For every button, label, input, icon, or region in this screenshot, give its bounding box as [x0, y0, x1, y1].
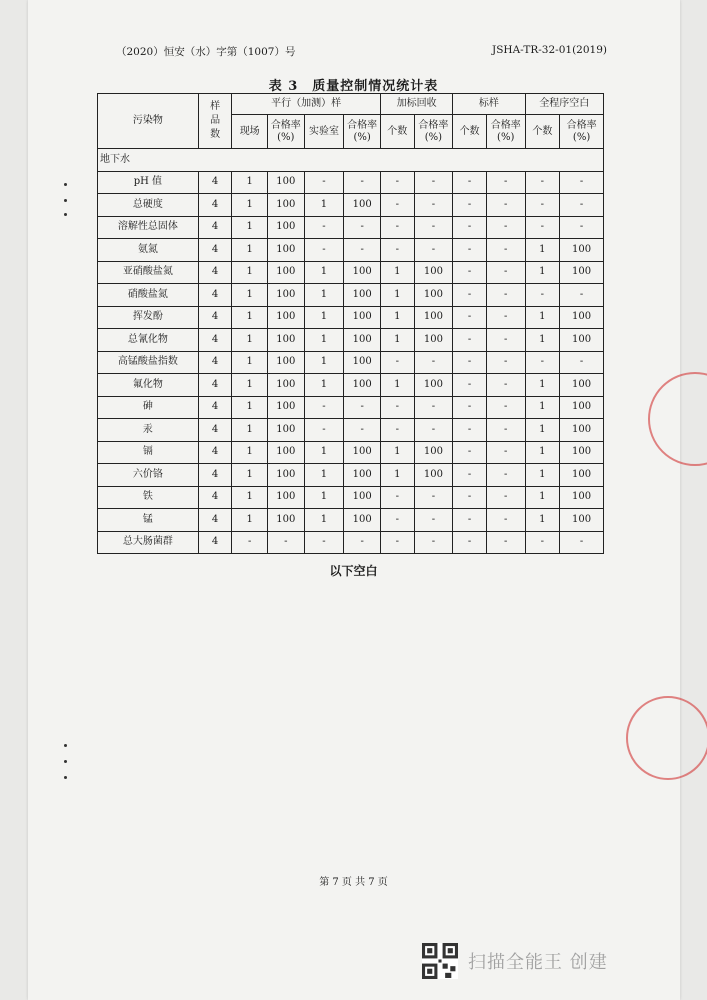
value-cell: 1	[304, 441, 344, 464]
value-cell: 4	[198, 306, 232, 329]
value-cell: 100	[414, 261, 453, 284]
value-cell: -	[380, 486, 414, 509]
pollutant-name-cell: 氟化物	[98, 374, 199, 397]
value-cell: 100	[268, 194, 305, 217]
category-label: 地下水	[98, 149, 604, 172]
value-cell: -	[304, 239, 344, 262]
subheader-field: 现场	[232, 115, 268, 149]
value-cell: 100	[268, 419, 305, 442]
value-cell: 1	[304, 351, 344, 374]
pollutant-name-cell: pH 值	[98, 171, 199, 194]
subheader-count: 个数	[380, 115, 414, 149]
value-cell: 1	[525, 261, 560, 284]
value-cell: 1	[232, 261, 268, 284]
table-title: 表 3 质量控制情况统计表	[268, 79, 439, 94]
pollutant-name-cell: 挥发酚	[98, 306, 199, 329]
table-row	[98, 396, 604, 419]
value-cell: -	[453, 509, 487, 532]
subheader-pass-rate: 合格率 (%)	[486, 115, 525, 149]
table-row	[98, 216, 604, 239]
value-cell: 100	[344, 194, 381, 217]
header-standard-sample: 标样	[453, 94, 525, 115]
value-cell: 1	[304, 509, 344, 532]
value-cell: -	[486, 171, 525, 194]
value-cell: -	[453, 194, 487, 217]
value-cell: -	[414, 486, 453, 509]
value-cell: 100	[560, 419, 604, 442]
value-cell: -	[453, 419, 487, 442]
value-cell: 1	[380, 374, 414, 397]
value-cell: 1	[232, 284, 268, 307]
value-cell: 1	[232, 374, 268, 397]
table-row	[98, 486, 604, 509]
value-cell: -	[304, 396, 344, 419]
end-note: 以下空白	[329, 564, 378, 578]
value-cell: -	[453, 306, 487, 329]
doc-number: （2020）恒安（水）字第（1007）号	[116, 46, 296, 58]
value-cell: 1	[525, 486, 560, 509]
value-cell: 4	[198, 441, 232, 464]
value-cell: -	[453, 239, 487, 262]
subheader-count: 个数	[453, 115, 487, 149]
value-cell: -	[380, 531, 414, 554]
value-cell: 100	[414, 306, 453, 329]
value-cell: 100	[344, 374, 381, 397]
value-cell: -	[414, 171, 453, 194]
value-cell: 100	[344, 509, 381, 532]
pollutant-name-cell: 亚硝酸盐氮	[98, 261, 199, 284]
value-cell: 1	[304, 374, 344, 397]
value-cell: -	[486, 419, 525, 442]
value-cell: -	[414, 396, 453, 419]
value-cell: 4	[198, 374, 232, 397]
value-cell: -	[304, 531, 344, 554]
value-cell: 100	[560, 306, 604, 329]
value-cell: 1	[304, 194, 344, 217]
value-cell: -	[486, 329, 525, 352]
value-cell: 100	[344, 441, 381, 464]
value-cell: -	[414, 216, 453, 239]
value-cell: 1	[232, 171, 268, 194]
value-cell: 1	[525, 329, 560, 352]
value-cell: -	[525, 171, 560, 194]
pollutant-name-cell: 锰	[98, 509, 199, 532]
value-cell: -	[453, 464, 487, 487]
value-cell: 1	[232, 216, 268, 239]
qc-table	[97, 93, 604, 554]
value-cell: 4	[198, 531, 232, 554]
value-cell: -	[453, 216, 487, 239]
value-cell: 100	[268, 509, 305, 532]
value-cell: -	[453, 441, 487, 464]
value-cell: 1	[525, 374, 560, 397]
value-cell: -	[453, 374, 487, 397]
punch-hole-mark	[64, 760, 67, 763]
value-cell: -	[560, 531, 604, 554]
header-process-blank: 全程序空白	[525, 94, 603, 115]
subheader-count: 个数	[525, 115, 560, 149]
value-cell: 1	[304, 329, 344, 352]
value-cell: 1	[232, 194, 268, 217]
value-cell: 100	[268, 261, 305, 284]
value-cell: -	[486, 486, 525, 509]
table-row	[98, 441, 604, 464]
value-cell: 4	[198, 216, 232, 239]
value-cell: -	[525, 216, 560, 239]
header-sample-count: 样 品 数	[198, 94, 232, 149]
value-cell: -	[486, 509, 525, 532]
value-cell: -	[380, 351, 414, 374]
value-cell: 100	[268, 374, 305, 397]
value-cell: -	[380, 239, 414, 262]
pollutant-name-cell: 溶解性总固体	[98, 216, 199, 239]
value-cell: -	[525, 194, 560, 217]
value-cell: 1	[232, 351, 268, 374]
value-cell: 100	[560, 396, 604, 419]
value-cell: 1	[232, 306, 268, 329]
value-cell: -	[486, 351, 525, 374]
value-cell: 1	[380, 441, 414, 464]
subheader-lab: 实验室	[304, 115, 344, 149]
value-cell: -	[414, 194, 453, 217]
value-cell: 1	[525, 396, 560, 419]
value-cell: 100	[344, 486, 381, 509]
report-code: JSHA-TR-32-01(2019)	[492, 44, 607, 56]
value-cell: -	[344, 419, 381, 442]
value-cell: -	[560, 216, 604, 239]
value-cell: 4	[198, 329, 232, 352]
value-cell: -	[525, 284, 560, 307]
value-cell: 1	[232, 239, 268, 262]
value-cell: -	[268, 531, 305, 554]
table-row	[98, 531, 604, 554]
value-cell: 100	[560, 329, 604, 352]
value-cell: 1	[232, 441, 268, 464]
value-cell: 100	[268, 464, 305, 487]
value-cell: 100	[414, 329, 453, 352]
value-cell: -	[344, 171, 381, 194]
subheader-pass-rate: 合格率 (%)	[268, 115, 305, 149]
value-cell: -	[525, 351, 560, 374]
value-cell: 1	[525, 306, 560, 329]
value-cell: 1	[232, 396, 268, 419]
value-cell: 1	[525, 509, 560, 532]
value-cell: -	[453, 396, 487, 419]
pollutant-name-cell: 总氰化物	[98, 329, 199, 352]
value-cell: 4	[198, 239, 232, 262]
value-cell: -	[560, 194, 604, 217]
value-cell: -	[453, 486, 487, 509]
value-cell: 100	[560, 239, 604, 262]
punch-hole-mark	[64, 744, 67, 747]
value-cell: 100	[268, 441, 305, 464]
value-cell: 100	[560, 374, 604, 397]
value-cell: 1	[525, 239, 560, 262]
table-row	[98, 261, 604, 284]
value-cell: 100	[268, 306, 305, 329]
value-cell: -	[486, 464, 525, 487]
value-cell: 1	[380, 261, 414, 284]
value-cell: 1	[380, 329, 414, 352]
pollutant-name-cell: 砷	[98, 396, 199, 419]
value-cell: 100	[268, 284, 305, 307]
value-cell: -	[414, 419, 453, 442]
table-row	[98, 194, 604, 217]
pollutant-name-cell: 六价铬	[98, 464, 199, 487]
punch-hole-mark	[64, 776, 67, 779]
value-cell: 100	[268, 351, 305, 374]
value-cell: 1	[525, 464, 560, 487]
value-cell: -	[304, 419, 344, 442]
value-cell: 100	[414, 284, 453, 307]
value-cell: 100	[344, 284, 381, 307]
value-cell: -	[560, 284, 604, 307]
value-cell: 100	[414, 374, 453, 397]
value-cell: 100	[268, 396, 305, 419]
value-cell: 1	[380, 306, 414, 329]
value-cell: -	[560, 351, 604, 374]
value-cell: 100	[414, 464, 453, 487]
pollutant-name-cell: 铁	[98, 486, 199, 509]
category-row	[98, 149, 604, 172]
table-row	[98, 284, 604, 307]
header-parallel: 平行（加测）样	[232, 94, 381, 115]
value-cell: -	[414, 239, 453, 262]
scanner-brand-label: 扫描全能王 创建	[468, 952, 608, 973]
value-cell: 1	[304, 261, 344, 284]
value-cell: 1	[380, 284, 414, 307]
value-cell: 1	[525, 441, 560, 464]
pollutant-name-cell: 汞	[98, 419, 199, 442]
table-row	[98, 509, 604, 532]
table-header-row	[98, 94, 604, 115]
value-cell: 4	[198, 419, 232, 442]
subheader-pass-rate: 合格率 (%)	[344, 115, 381, 149]
value-cell: 100	[560, 464, 604, 487]
punch-hole-mark	[64, 213, 67, 216]
value-cell: 100	[268, 329, 305, 352]
value-cell: 100	[344, 464, 381, 487]
seal-stamp-mark	[626, 696, 707, 780]
value-cell: -	[453, 531, 487, 554]
pollutant-name-cell: 硝酸盐氮	[98, 284, 199, 307]
value-cell: 4	[198, 509, 232, 532]
pollutant-name-cell: 高锰酸盐指数	[98, 351, 199, 374]
value-cell: 100	[414, 441, 453, 464]
scanner-footer	[422, 943, 608, 979]
table-row	[98, 171, 604, 194]
value-cell: -	[525, 531, 560, 554]
pollutant-name-cell: 镉	[98, 441, 199, 464]
value-cell: -	[304, 216, 344, 239]
value-cell: -	[414, 351, 453, 374]
value-cell: -	[414, 509, 453, 532]
value-cell: 100	[560, 486, 604, 509]
pollutant-name-cell: 总硬度	[98, 194, 199, 217]
value-cell: -	[453, 261, 487, 284]
value-cell: -	[380, 419, 414, 442]
value-cell: 1	[232, 329, 268, 352]
value-cell: -	[380, 396, 414, 419]
value-cell: -	[560, 171, 604, 194]
value-cell: -	[486, 239, 525, 262]
value-cell: -	[304, 171, 344, 194]
value-cell: 4	[198, 464, 232, 487]
value-cell: -	[486, 306, 525, 329]
value-cell: 1	[304, 464, 344, 487]
value-cell: 1	[525, 419, 560, 442]
value-cell: 1	[232, 419, 268, 442]
pollutant-name-cell: 总大肠菌群	[98, 531, 199, 554]
value-cell: -	[344, 396, 381, 419]
value-cell: 4	[198, 486, 232, 509]
value-cell: -	[344, 531, 381, 554]
value-cell: -	[380, 216, 414, 239]
value-cell: 1	[304, 284, 344, 307]
value-cell: 100	[344, 351, 381, 374]
value-cell: 100	[268, 171, 305, 194]
table-row	[98, 329, 604, 352]
table-row	[98, 464, 604, 487]
value-cell: -	[380, 171, 414, 194]
value-cell: -	[380, 194, 414, 217]
value-cell: -	[344, 216, 381, 239]
value-cell: 100	[344, 329, 381, 352]
value-cell: -	[232, 531, 268, 554]
value-cell: -	[344, 239, 381, 262]
value-cell: 100	[268, 216, 305, 239]
value-cell: 1	[380, 464, 414, 487]
value-cell: -	[453, 171, 487, 194]
value-cell: 1	[304, 486, 344, 509]
page-number: 第 7 页 共 7 页	[319, 877, 388, 888]
value-cell: -	[486, 441, 525, 464]
value-cell: -	[453, 329, 487, 352]
value-cell: -	[486, 216, 525, 239]
value-cell: -	[486, 261, 525, 284]
value-cell: -	[486, 284, 525, 307]
value-cell: 100	[560, 509, 604, 532]
value-cell: -	[414, 531, 453, 554]
value-cell: 100	[344, 306, 381, 329]
table-row	[98, 419, 604, 442]
value-cell: 100	[268, 239, 305, 262]
value-cell: -	[486, 194, 525, 217]
header-spike-recovery: 加标回收	[380, 94, 452, 115]
value-cell: 1	[232, 509, 268, 532]
value-cell: -	[486, 396, 525, 419]
value-cell: 4	[198, 194, 232, 217]
value-cell: 4	[198, 396, 232, 419]
value-cell: 100	[344, 261, 381, 284]
value-cell: -	[486, 374, 525, 397]
value-cell: 4	[198, 351, 232, 374]
punch-hole-mark	[64, 183, 67, 186]
table-row	[98, 306, 604, 329]
table-row	[98, 239, 604, 262]
value-cell: 1	[304, 306, 344, 329]
value-cell: -	[453, 351, 487, 374]
qr-code-icon	[422, 943, 458, 979]
value-cell: 4	[198, 171, 232, 194]
value-cell: 4	[198, 284, 232, 307]
table-row	[98, 374, 604, 397]
punch-hole-mark	[64, 199, 67, 202]
value-cell: 4	[198, 261, 232, 284]
header-pollutant: 污染物	[98, 94, 199, 149]
value-cell: -	[380, 509, 414, 532]
subheader-pass-rate: 合格率 (%)	[414, 115, 453, 149]
value-cell: -	[453, 284, 487, 307]
subheader-pass-rate: 合格率 (%)	[560, 115, 604, 149]
value-cell: -	[486, 531, 525, 554]
value-cell: 100	[268, 486, 305, 509]
value-cell: 1	[232, 464, 268, 487]
pollutant-name-cell: 氨氮	[98, 239, 199, 262]
value-cell: 100	[560, 261, 604, 284]
table-row	[98, 351, 604, 374]
value-cell: 1	[232, 486, 268, 509]
value-cell: 100	[560, 441, 604, 464]
